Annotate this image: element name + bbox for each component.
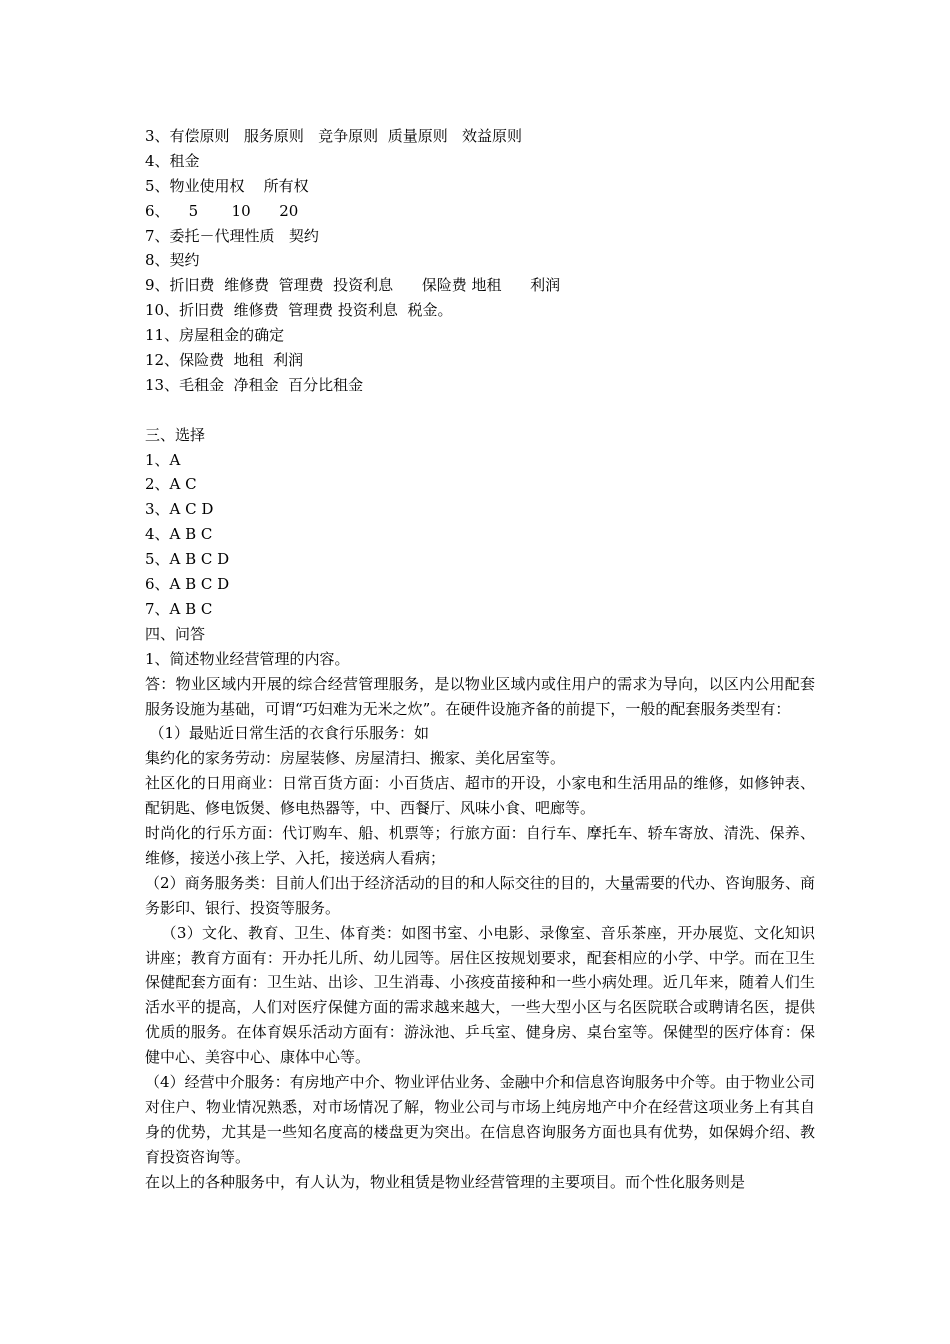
section-heading: 四、问答 — [145, 624, 206, 643]
section-qa — [145, 622, 815, 1195]
answer-paragraph: 时尚化的行乐方面：代订购车、船、机票等；行旅方面：自行车、摩托车、轿车寄放、清洗、保养、维修，接送小孩上学、入托，接送病人看病； — [145, 824, 815, 867]
list-item: 13、毛租金 净租金 百分比租金 — [145, 375, 364, 394]
list-item: 4、A B C — [145, 525, 213, 544]
list-item: 5、物业使用权 所有权 — [145, 176, 309, 195]
list-item: 7、A B C — [145, 599, 213, 618]
list-item: 12、保险费 地租 利润 — [145, 351, 304, 370]
section-choice — [145, 423, 815, 622]
list-item: 2、A C — [145, 475, 197, 494]
question-text: 1、简述物业经营管理的内容。 — [145, 649, 350, 668]
document-page — [145, 124, 815, 1195]
list-item: 10、折旧费 维修费 管理费 投资利息 税金。 — [145, 301, 453, 320]
list-item: 3、有偿原则 服务原则 竞争原则 质量原则 效益原则 — [145, 127, 522, 145]
list-item: 11、房屋租金的确定 — [145, 326, 285, 345]
list-item: 4、租金 — [145, 151, 200, 170]
list-item: 3、A C D — [145, 500, 214, 519]
answer-paragraph: （2）商务服务类：目前人们出于经济活动的目的和人际交往的目的，大量需要的代办、咨询服务、商务影印、银行、投资等服务。 — [145, 873, 815, 917]
list-item: 9、折旧费 维修费 管理费 投资利息 保险费 地租 利润 — [145, 276, 561, 295]
answer-paragraph: 答：物业区域内开展的综合经营管理服务，是以物业区域内或住用户的需求为导向，以区内公用配套服务设施为基础，可谓“巧妇难为无米之炊”。在硬件设施齐备的前提下，一般的配套服务类型有： — [145, 674, 815, 718]
list-item: 8、契约 — [145, 251, 200, 270]
answer-paragraph: 在以上的各种服务中，有人认为，物业租赁是物业经营管理的主要项目。而个性化服务则是 — [145, 1172, 746, 1191]
list-item: 1、A — [145, 450, 181, 469]
list-item: 7、委托－代理性质 契约 — [145, 226, 319, 245]
answer-list-fill-in — [145, 124, 815, 398]
blank-line — [145, 398, 815, 423]
list-item: 5、A B C D — [145, 550, 230, 569]
section-heading: 三、选择 — [145, 425, 206, 444]
answer-paragraph: 集约化的家务劳动：房屋装修、房屋清扫、搬家、美化居室等。 — [145, 749, 566, 768]
answer-paragraph: （4）经营中介服务：有房地产中介、物业评估业务、金融中介和信息咨询服务中介等。由于物业公司对住户、物业情况熟悉，对市场情况了解，物业公司与市场上纯房地产中介在经营这项业务上有其自身的优势，尤其是一些知名度高的楼盘更为突出。在信息咨询服务方面也具有优势，如保姆介绍、教育投资咨询等。 — [145, 1073, 815, 1166]
list-item: 6、 5 10 20 — [145, 201, 299, 220]
answer-paragraph: （1）最贴近日常生活的衣食行乐服务：如 — [149, 724, 430, 743]
answer-paragraph: 社区化的日用商业：日常百货方面：小百货店、超市的开设，小家电和生活用品的维修，如修钟表、配钥匙、修电饭煲、修电热器等，中、西餐厅、风味小食、吧廊等。 — [145, 774, 815, 818]
answer-paragraph: （3）文化、教育、卫生、体育类：如图书室、小电影、录像室、音乐茶座，开办展览、文化知识讲座；教育方面有：开办托儿所、幼儿园等。居住区按规划要求，配套相应的小学、中学。而在卫生保健配套方面有：卫生站、出诊、卫生消毒、小孩疫苗接种和一些小病处理。近几年来，随着人们生活水平的提高，人们对医疗保健方面的需求越来越大，一些大型小区与名医院联合或聘请名医，提供优质的服务。在体育娱乐活动方面有：游泳池、乒乓室、健身房、桌台室等。保健型的医疗体育：保健中心、美容中心、康体中心等。 — [145, 923, 815, 1067]
list-item: 6、A B C D — [145, 575, 230, 594]
